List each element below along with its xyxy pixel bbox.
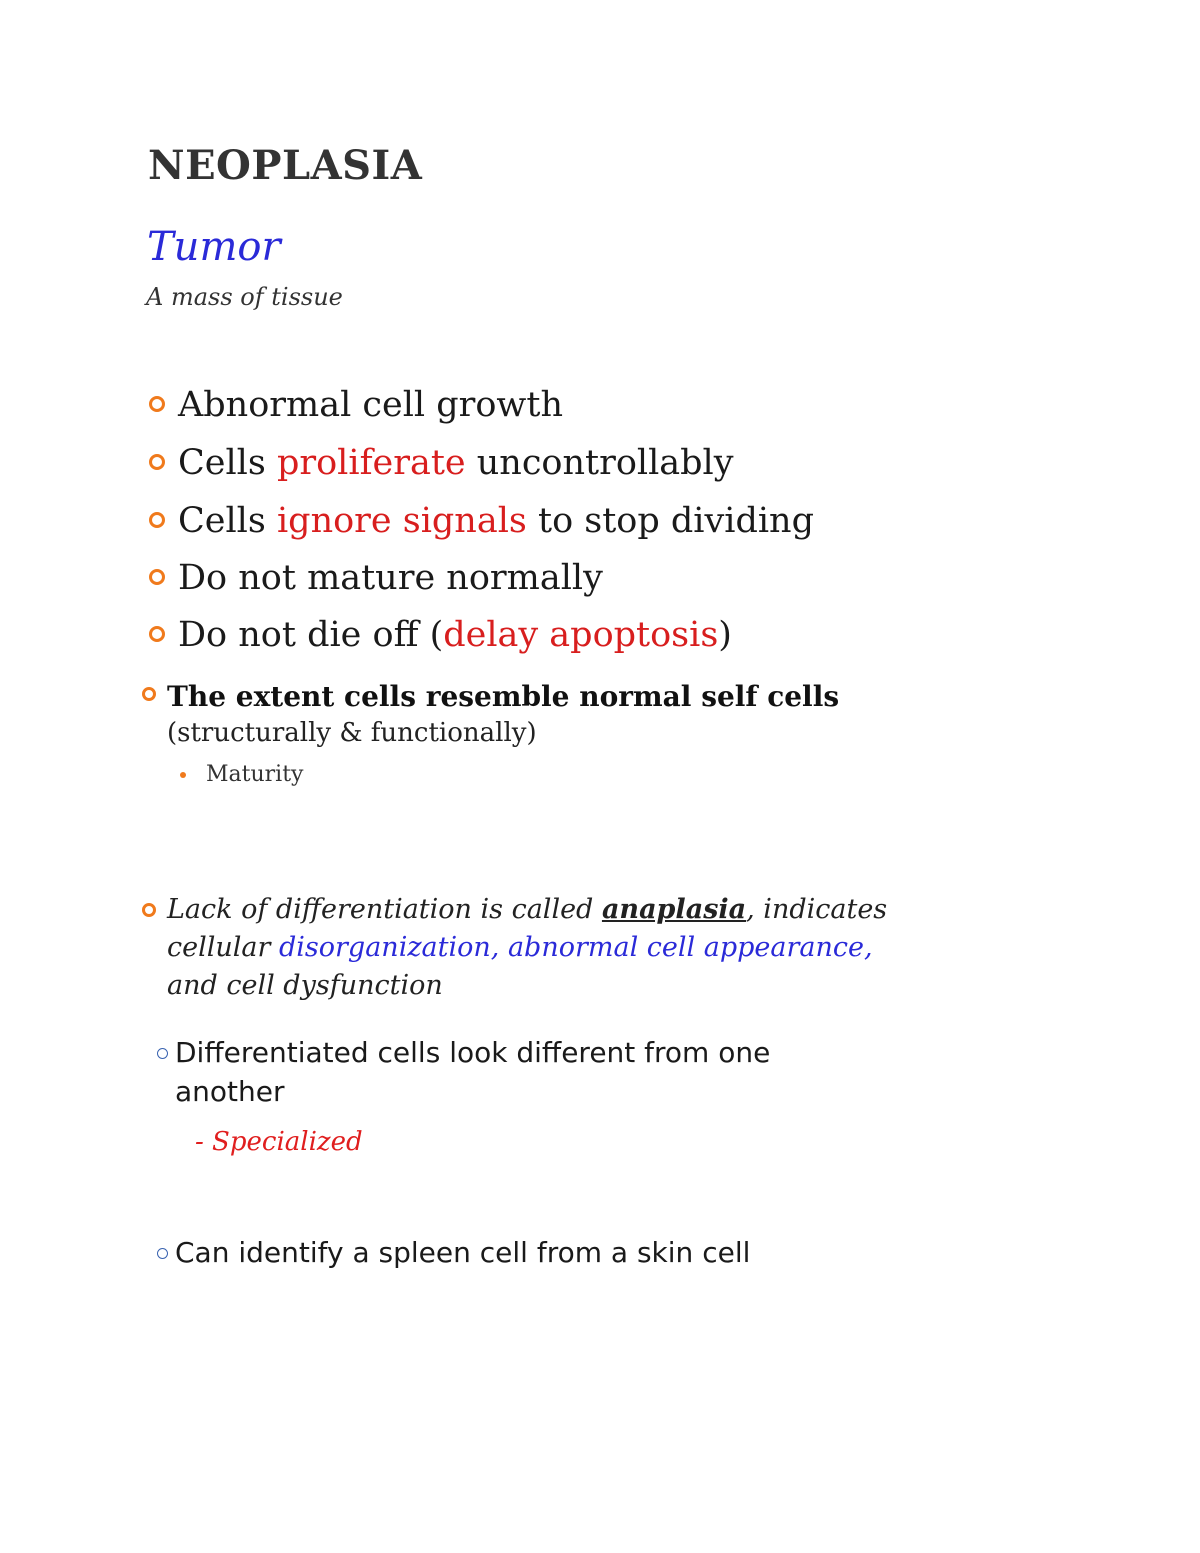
sub-bullet-dot-icon (180, 772, 186, 778)
bullet-ring-icon (142, 903, 156, 917)
bullet-text: Cells (178, 443, 277, 483)
bullet-text: uncontrollably (465, 443, 734, 483)
bullet-highlight: delay apoptosis (443, 615, 719, 655)
anaplasia-text: , indicates (746, 894, 888, 925)
differentiation-note: (structurally & functionally) (167, 718, 537, 748)
differentiation-sub-item: Maturity (206, 762, 304, 787)
bullet-circle-icon (157, 1248, 168, 1259)
bullet-ring-icon (149, 569, 165, 585)
bullet-text: Cells (178, 501, 277, 541)
bullet-highlight: ignore signals (276, 501, 527, 541)
bullet-circle-icon (157, 1048, 168, 1059)
bullet-text: ) (718, 615, 732, 655)
bullet-item (178, 443, 734, 483)
bullet-text: Do not die off ( (178, 615, 444, 655)
anaplasia-term: anaplasia (601, 894, 747, 925)
bullet-text: to stop dividing (526, 501, 815, 541)
bullet-ring-icon (149, 396, 165, 412)
anaplasia-line-1 (167, 894, 887, 925)
bullet-item (178, 385, 563, 425)
bullet-text: Abnormal cell growth (178, 385, 563, 425)
bullet-ring-icon (149, 454, 165, 470)
bullet-item (178, 501, 814, 541)
identify-line: Can identify a spleen cell from a skin cell (175, 1236, 751, 1269)
tumor-term: Tumor (147, 224, 281, 270)
anaplasia-highlight: disorganization, abnormal cell appearance, (278, 932, 873, 963)
differentiated-line-2: another (175, 1075, 285, 1108)
anaplasia-line-3: and cell dysfunction (167, 970, 443, 1001)
anaplasia-text: cellular (167, 932, 279, 963)
bullet-ring-icon (149, 512, 165, 528)
anaplasia-line-2 (167, 932, 873, 963)
tumor-definition: A mass of tissue (146, 283, 343, 311)
specialized-note: - Specialized (195, 1127, 363, 1157)
bullet-ring-icon (149, 626, 165, 642)
anaplasia-text: Lack of differentiation is called (167, 894, 602, 925)
bullet-item (178, 558, 603, 598)
bullet-ring-icon (142, 687, 156, 701)
differentiation-heading: The extent cells resemble normal self cells (167, 680, 840, 713)
bullet-text: Do not mature normally (178, 558, 603, 598)
bullet-highlight: proliferate (276, 443, 466, 483)
page-title: NEOPLASIA (148, 142, 423, 189)
differentiated-line-1: Differentiated cells look different from one (175, 1036, 771, 1069)
bullet-item (178, 615, 732, 655)
